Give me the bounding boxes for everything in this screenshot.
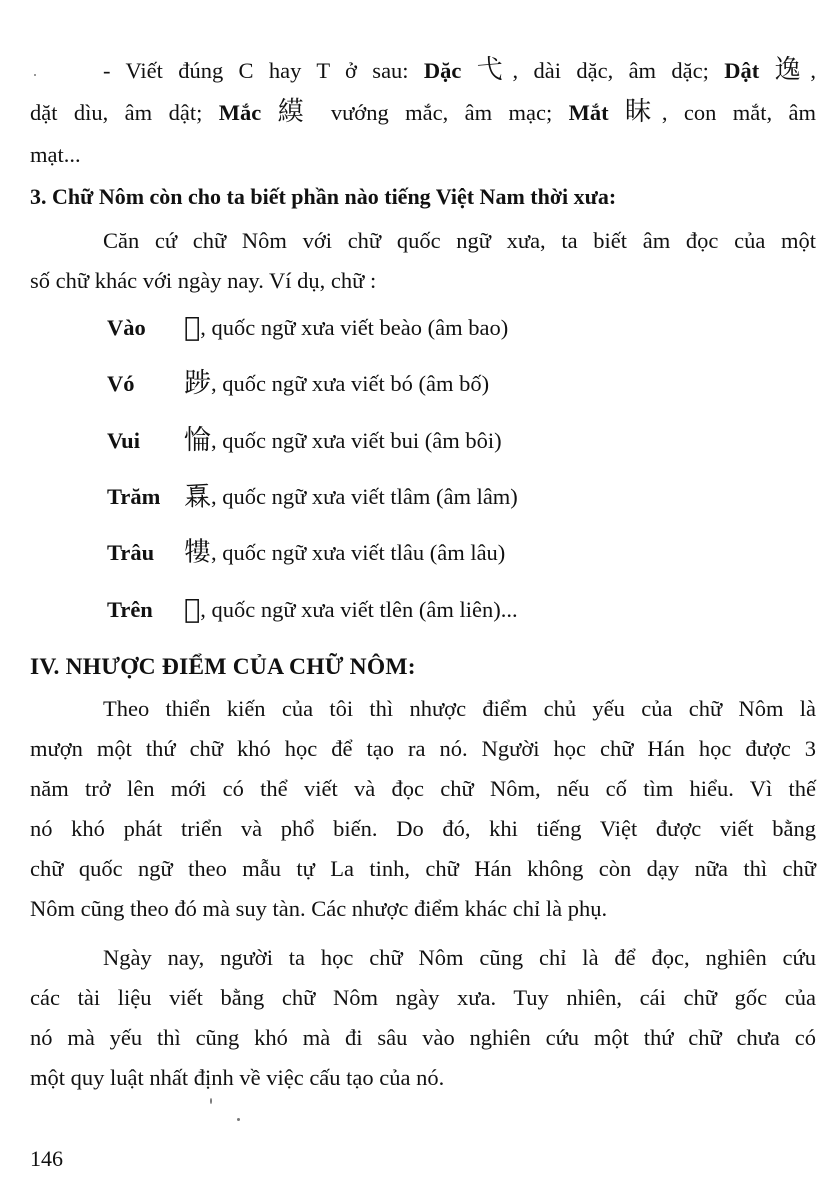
paragraph-2-line: Ngày nay, người ta học chữ Nôm cũng chỉ là để đọc, nghiên cứu	[103, 945, 816, 970]
term-mac: Mắc	[218, 100, 262, 125]
section-3-heading: 3. Chữ Nôm còn cho ta biết phần nào tiếng Việt Nam thời xưa:	[30, 184, 617, 209]
example-row	[107, 536, 505, 570]
paragraph-1-line: năm trở lên mới có thể viết và đọc chữ Nôm, nếu cố tìm hiểu. Vì thế	[30, 776, 816, 801]
example-word: Vào	[107, 315, 146, 340]
example-row	[107, 311, 508, 345]
paragraph-1-line: Nôm cũng theo đó mà suy tàn. Các nhược điểm khác chỉ là phụ.	[30, 896, 608, 921]
term-mac-desc: vướng mắc, âm mạc;	[314, 100, 569, 125]
paragraph-2-line: một quy luật nhất định về việc cấu tạo của nó.	[30, 1065, 445, 1090]
page-number: 146	[30, 1146, 63, 1171]
example-word: Trâu	[107, 540, 155, 565]
example-word: Trên	[107, 597, 153, 622]
paragraph-1-line: Theo thiển kiến của tôi thì nhược điểm chủ yếu của chữ Nôm là	[103, 696, 816, 721]
scan-speck	[237, 1118, 240, 1121]
paragraph-1-line: chữ quốc ngữ theo mẫu tự La tinh, chữ Hán không còn dạy nữa thì chữ	[30, 856, 816, 881]
term-dat: Dật	[724, 58, 760, 83]
paragraph-1-line: nó khó phát triển và phổ biến. Do đó, khi tiếng Việt được viết bằng	[30, 816, 816, 841]
term-dac-desc: , dài dặc, âm dặc;	[512, 58, 725, 83]
example-row	[107, 424, 502, 458]
scan-speck	[34, 74, 36, 76]
term-dac: Dặc	[423, 58, 462, 83]
term-dat-desc: dặt dìu, âm dật;	[30, 100, 219, 125]
example-nom-char: 惀	[184, 425, 211, 456]
term-dat-comma: ,	[810, 58, 816, 83]
term-mat-desc: , con mắt, âm	[661, 100, 817, 125]
example-word: Vui	[107, 428, 140, 453]
section-3-intro-line-1: Căn cứ chữ Nôm với chữ quốc ngữ xưa, ta biết âm đọc của một	[103, 228, 816, 253]
term-mat: Mắt	[568, 100, 609, 125]
example-text: , quốc ngữ xưa viết beào (âm bao)	[200, 315, 509, 340]
rule-line-3: mạt...	[30, 142, 81, 167]
example-nom-char: 𤾓	[184, 481, 211, 512]
example-text: , quốc ngữ xưa viết tlâm (âm lâm)	[211, 484, 518, 509]
section-4-heading: IV. NHƯỢC ĐIỂM CỦA CHỮ NÔM:	[30, 654, 416, 680]
paragraph-1-line: mượn một thứ chữ khó học để tạo ra nó. Người học chữ Hán học được 3	[30, 736, 816, 761]
nom-char-dac: 弋	[476, 55, 513, 85]
example-nom-char: 𨕭	[184, 594, 201, 625]
example-text: , quốc ngữ xưa viết tlên (âm liên)...	[200, 597, 518, 622]
nom-char-dat: 逸	[774, 55, 811, 85]
example-nom-char: 踄	[184, 368, 211, 399]
example-nom-char: 𠓺	[184, 312, 201, 343]
section-3-intro-line-2: số chữ khác với ngày nay. Ví dụ, chữ :	[30, 268, 377, 293]
nom-char-mat: 眜	[625, 97, 662, 127]
example-text: , quốc ngữ xưa viết tlâu (âm lâu)	[211, 540, 506, 565]
example-word: Vó	[107, 371, 135, 396]
example-text: , quốc ngữ xưa viết bui (âm bôi)	[211, 428, 502, 453]
scan-speck	[210, 1098, 212, 1104]
nom-char-mac: 縸	[277, 97, 315, 127]
example-nom-char: 𤛠	[184, 537, 211, 568]
example-row	[107, 367, 489, 401]
rule-line-2	[30, 97, 816, 128]
paragraph-2-line: nó mà yếu thì cũng khó mà đi sâu vào nghiên cứu một thứ chữ chưa có	[30, 1025, 816, 1050]
rule-line-1	[103, 55, 816, 86]
example-row	[107, 593, 518, 627]
example-text: , quốc ngữ xưa viết bó (âm bố)	[211, 371, 490, 396]
example-row	[107, 480, 518, 514]
example-word: Trăm	[107, 484, 161, 509]
rule-intro-text: - Viết đúng C hay T ở sau:	[103, 58, 424, 83]
paragraph-2-line: các tài liệu viết bằng chữ Nôm ngày xưa. Tuy nhiên, cái chữ gốc của	[30, 985, 816, 1010]
